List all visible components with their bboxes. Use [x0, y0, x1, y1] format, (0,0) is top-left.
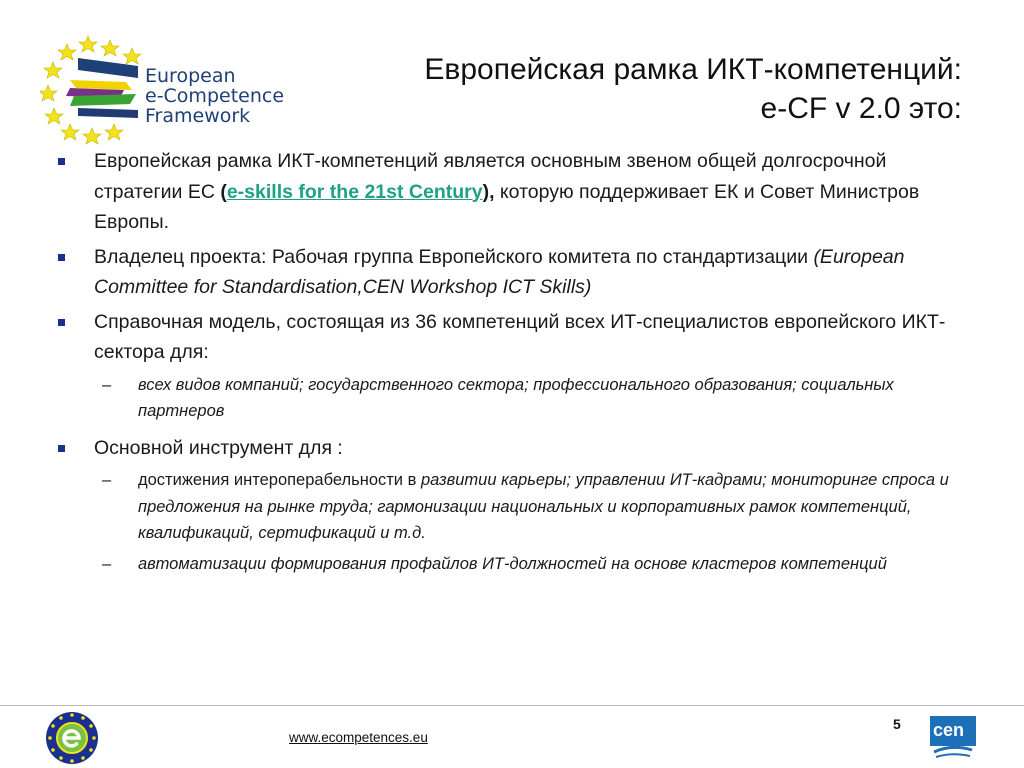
svg-text:cen: cen [933, 720, 965, 740]
star-icon [123, 48, 141, 64]
star-icon [40, 85, 57, 101]
ecf-logo [40, 30, 290, 150]
sub-bullet-interop-plain: достижения интероперабельности в [138, 471, 421, 489]
square-bullet-icon [58, 445, 65, 452]
ecf-logo-graphic [40, 30, 145, 150]
paren-open: ( [220, 180, 227, 203]
logo-wordmark [145, 66, 284, 126]
logo-line-1: European [145, 65, 236, 87]
star-icon [83, 128, 101, 144]
dash-bullet-icon: – [102, 471, 112, 489]
square-bullet-icon [58, 254, 65, 261]
square-bullet-icon [58, 158, 65, 165]
bullet-strategy [56, 146, 976, 238]
star-icon [101, 40, 119, 56]
sub-bullet-interop-italic: развитии карьеры; управлении ИТ-кадрами; мониторинге спроса и предложения на рынке труда; гармонизации национальных и корпоративных рамок компетенций, квалификаций, сертификаций и т.д. [138, 471, 949, 542]
bullet-reference-text: Справочная модель, состоящая из 36 компетенций всех ИТ-специалистов европейского ИКТ-сектора для: [94, 310, 946, 363]
square-bullet-icon [58, 319, 65, 326]
navy-bar-icon [78, 108, 138, 118]
sub-bullet-companies [56, 372, 976, 425]
footer-divider [0, 705, 1024, 706]
bullet-strategy-text-end: которую поддерживает ЕК и Совет Министров Европы. [94, 180, 920, 233]
footer-url-link[interactable]: www.ecompetences.eu [289, 730, 428, 745]
dash-bullet-icon: – [102, 375, 112, 394]
paren-close: ), [482, 180, 495, 203]
title-line-2: e-CF v 2.0 это: [760, 92, 962, 125]
logo-line-3: Framework [145, 105, 251, 127]
slide-title [322, 50, 962, 128]
bullet-owner [56, 242, 976, 303]
dash-bullet-icon: – [102, 554, 112, 573]
star-icon [44, 62, 62, 78]
star-icon [58, 44, 76, 60]
star-icon [105, 124, 123, 140]
star-icon [79, 36, 97, 52]
ecompetence-e-logo-icon [42, 710, 102, 766]
bullet-owner-text: Владелец проекта: Рабочая группа Европейского комитета по стандартизации [94, 245, 814, 268]
star-icon [45, 108, 63, 124]
sub-bullet-automation [56, 551, 976, 578]
page-number: 5 [893, 716, 901, 732]
logo-line-2: e-Competence [145, 85, 285, 107]
eskills-link[interactable]: e-skills for the 21st Century [226, 180, 483, 203]
bullet-main-tool-text: Основной инструмент для : [94, 436, 343, 459]
title-line-1: Европейская рамка ИКТ-компетенций: [424, 53, 962, 86]
slide-content [56, 146, 976, 585]
sub-bullet-interoperability [56, 467, 976, 547]
cen-logo-icon [930, 716, 976, 760]
star-icon [61, 124, 79, 140]
sub-bullet-companies-text: всех видов компаний; государственного сектора; профессионального образования; социальных партнеров [138, 375, 894, 420]
bullet-main-tool [56, 433, 976, 464]
bullet-strategy-text: Европейская рамка ИКТ-компетенций является основным звеном общей долгосрочной стратегии ЕС [94, 150, 887, 203]
bullet-reference-model [56, 307, 976, 368]
bullet-owner-italic: (European Committee for Standardisation,CEN Workshop ICT Skills) [94, 245, 905, 298]
sub-bullet-automation-text: автоматизации формирования профайлов ИТ-должностей на основе кластеров компетенций [138, 554, 887, 573]
